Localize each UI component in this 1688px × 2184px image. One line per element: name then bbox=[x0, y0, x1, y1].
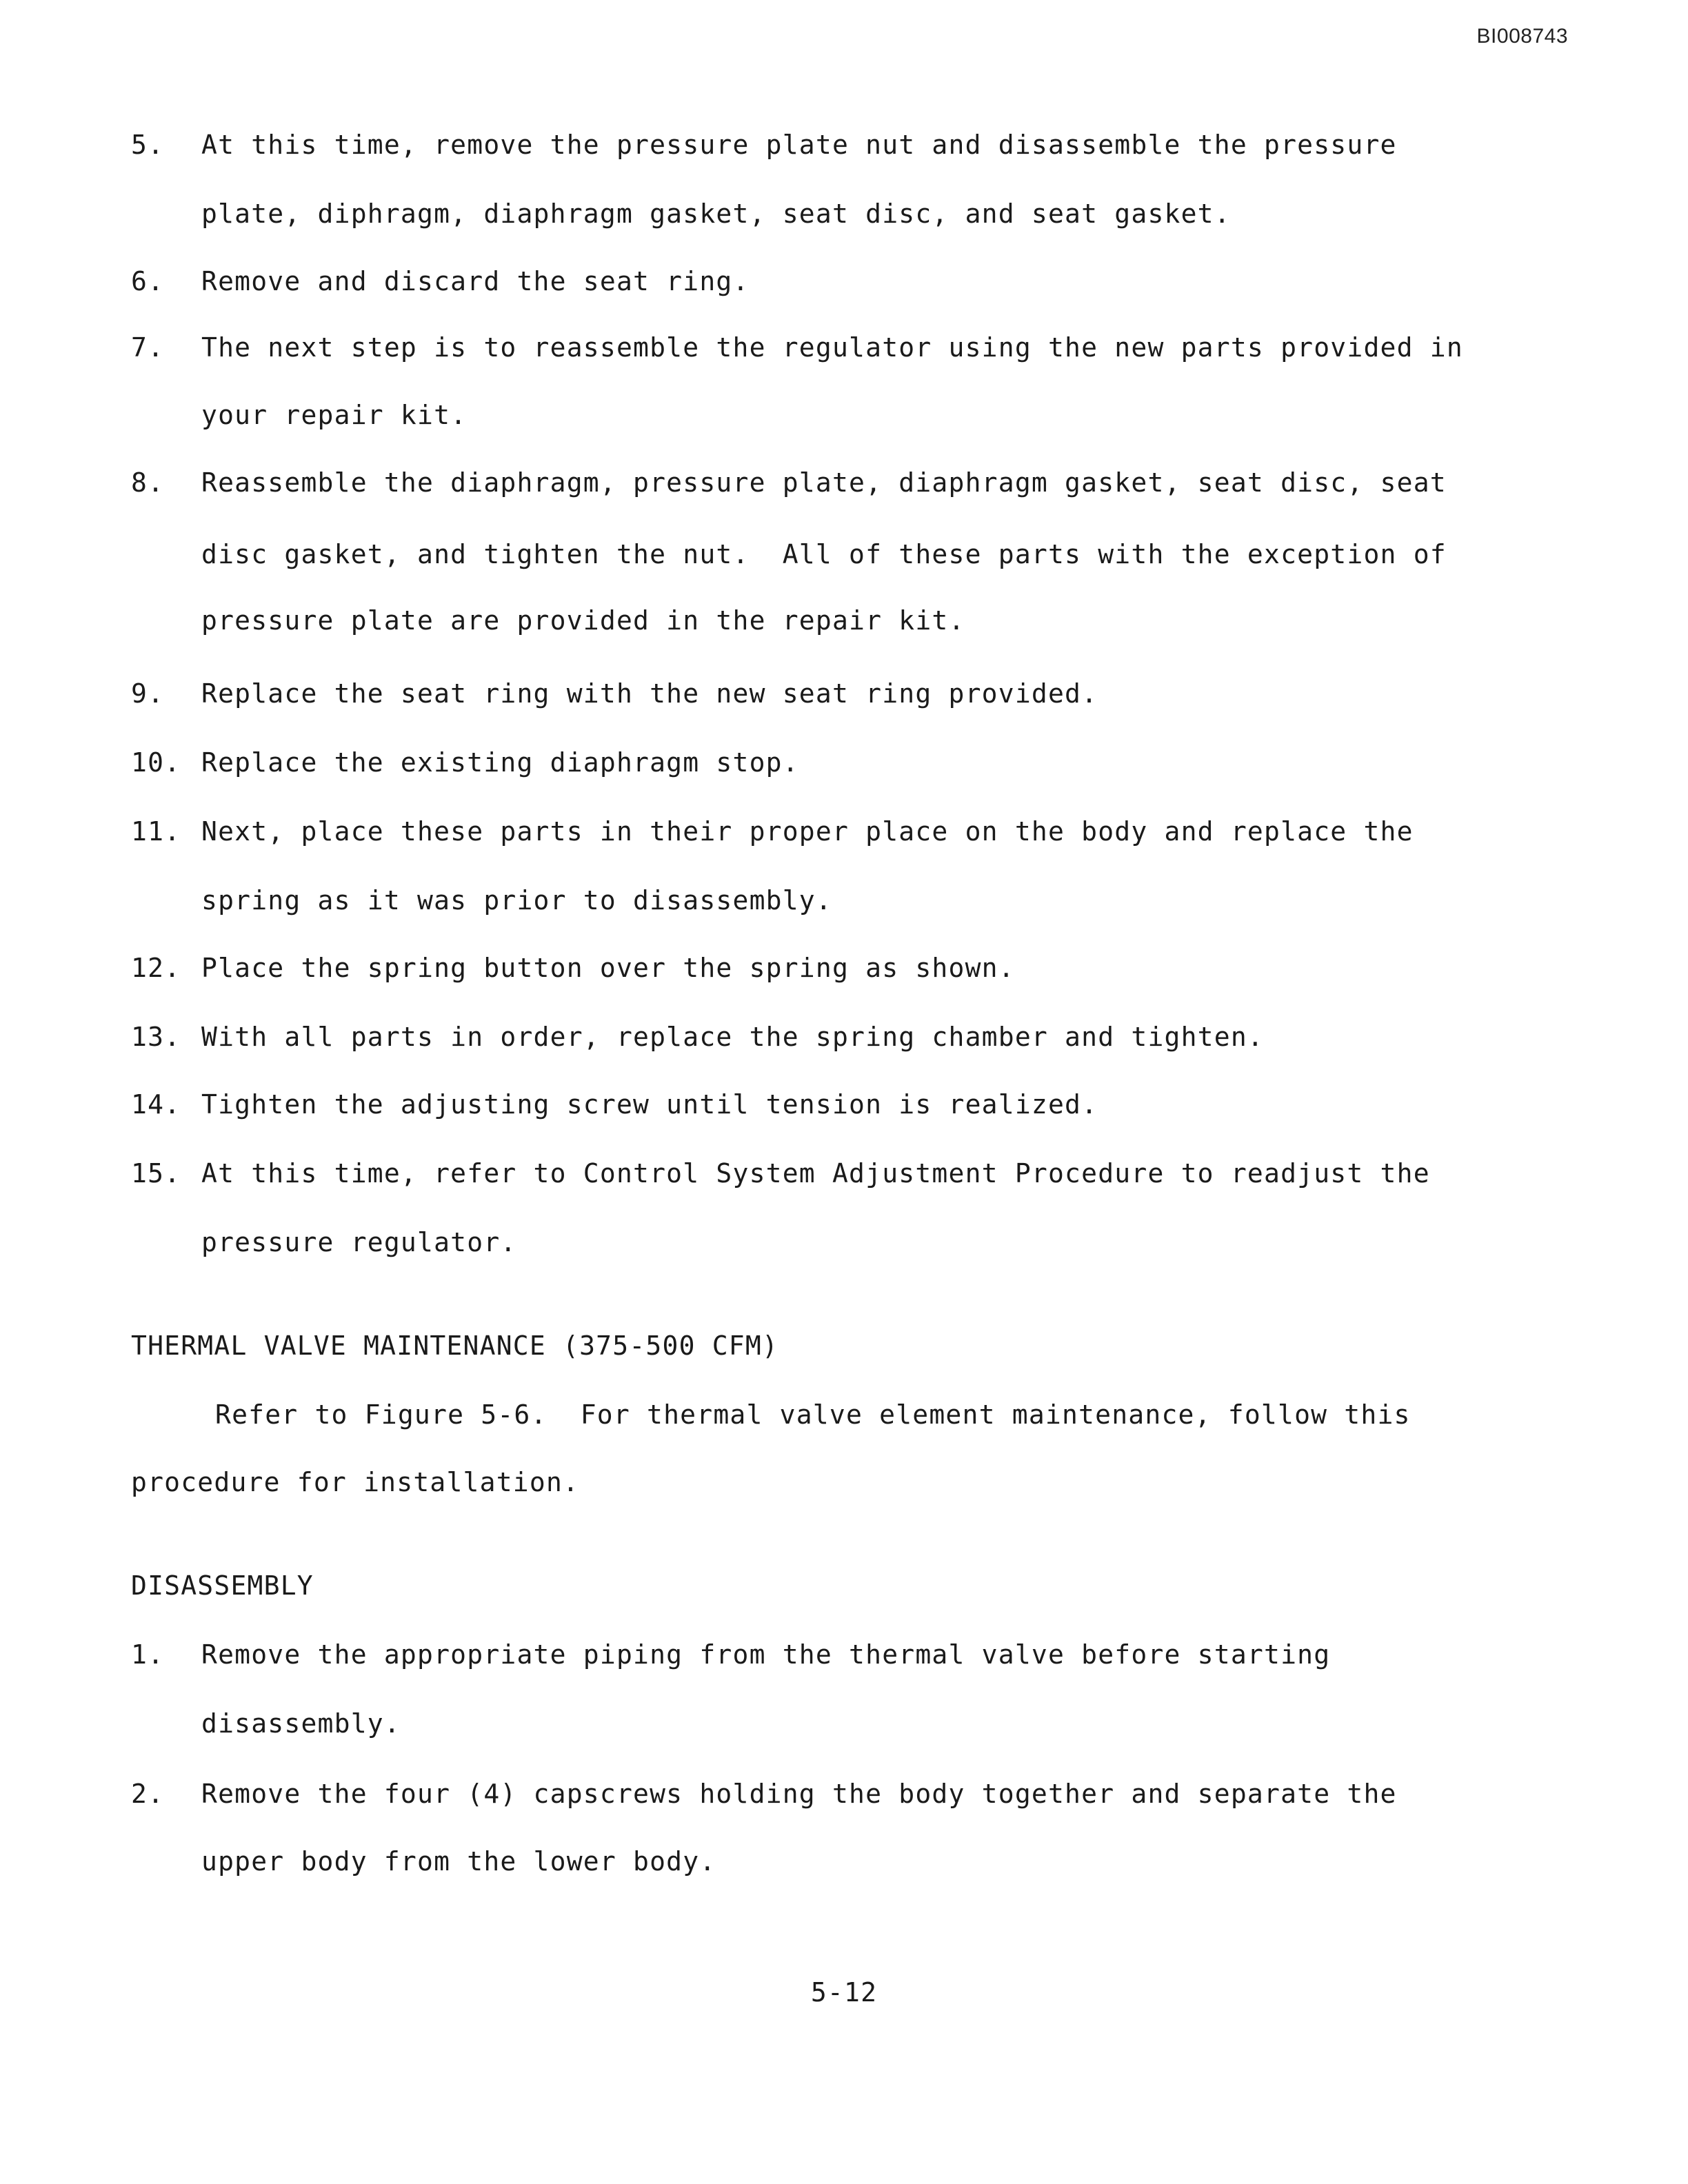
step-text: Reassemble the diaphragm, pressure plate, diaphragm gasket, seat disc, seat bbox=[201, 467, 1447, 498]
step-text: At this time, refer to Control System Adjustment Procedure to readjust the bbox=[201, 1158, 1430, 1189]
step-number: 9. bbox=[131, 678, 165, 709]
document-id: BI008743 bbox=[1476, 25, 1568, 48]
step-text: At this time, remove the pressure plate nut and disassemble the pressure bbox=[201, 130, 1397, 160]
step-number: 1. bbox=[131, 1639, 165, 1670]
section-heading: THERMAL VALVE MAINTENANCE (375-500 CFM) bbox=[131, 1331, 779, 1361]
step-text: pressure regulator. bbox=[201, 1227, 517, 1257]
step-text: pressure plate are provided in the repair kit. bbox=[201, 605, 965, 636]
step-text: Tighten the adjusting screw until tension is realized. bbox=[201, 1089, 1098, 1120]
step-number: 6. bbox=[131, 266, 165, 296]
step-number: 12. bbox=[131, 953, 181, 983]
step-text: disassembly. bbox=[201, 1708, 401, 1739]
step-number: 8. bbox=[131, 467, 165, 498]
step-number: 7. bbox=[131, 332, 165, 363]
step-text: Place the spring button over the spring as shown. bbox=[201, 953, 1015, 983]
step-number: 15. bbox=[131, 1158, 181, 1189]
step-number: 5. bbox=[131, 130, 165, 160]
step-text: Remove the appropriate piping from the thermal valve before starting bbox=[201, 1639, 1331, 1670]
subsection-heading: DISASSEMBLY bbox=[131, 1570, 314, 1601]
section-paragraph: Refer to Figure 5-6. For thermal valve element maintenance, follow this bbox=[215, 1399, 1411, 1430]
step-text: Replace the existing diaphragm stop. bbox=[201, 747, 799, 778]
step-text: your repair kit. bbox=[201, 400, 468, 430]
step-text: plate, diphragm, diaphragm gasket, seat disc, and seat gasket. bbox=[201, 199, 1231, 229]
step-text: disc gasket, and tighten the nut. All of these parts with the exception of bbox=[201, 539, 1447, 569]
step-text: Replace the seat ring with the new seat ring provided. bbox=[201, 678, 1098, 709]
page-number: 5-12 bbox=[810, 1977, 878, 2008]
step-text: The next step is to reassemble the regulator using the new parts provided in bbox=[201, 332, 1463, 363]
step-number: 10. bbox=[131, 747, 181, 778]
step-number: 11. bbox=[131, 816, 181, 847]
section-paragraph: procedure for installation. bbox=[131, 1467, 580, 1497]
step-number: 13. bbox=[131, 1022, 181, 1052]
step-text: Remove the four (4) capscrews holding the body together and separate the bbox=[201, 1779, 1397, 1809]
step-number: 14. bbox=[131, 1089, 181, 1120]
step-text: upper body from the lower body. bbox=[201, 1846, 716, 1877]
step-text: With all parts in order, replace the spring chamber and tighten. bbox=[201, 1022, 1264, 1052]
step-text: Next, place these parts in their proper place on the body and replace the bbox=[201, 816, 1414, 847]
step-text: Remove and discard the seat ring. bbox=[201, 266, 750, 296]
step-text: spring as it was prior to disassembly. bbox=[201, 885, 832, 916]
step-number: 2. bbox=[131, 1779, 165, 1809]
